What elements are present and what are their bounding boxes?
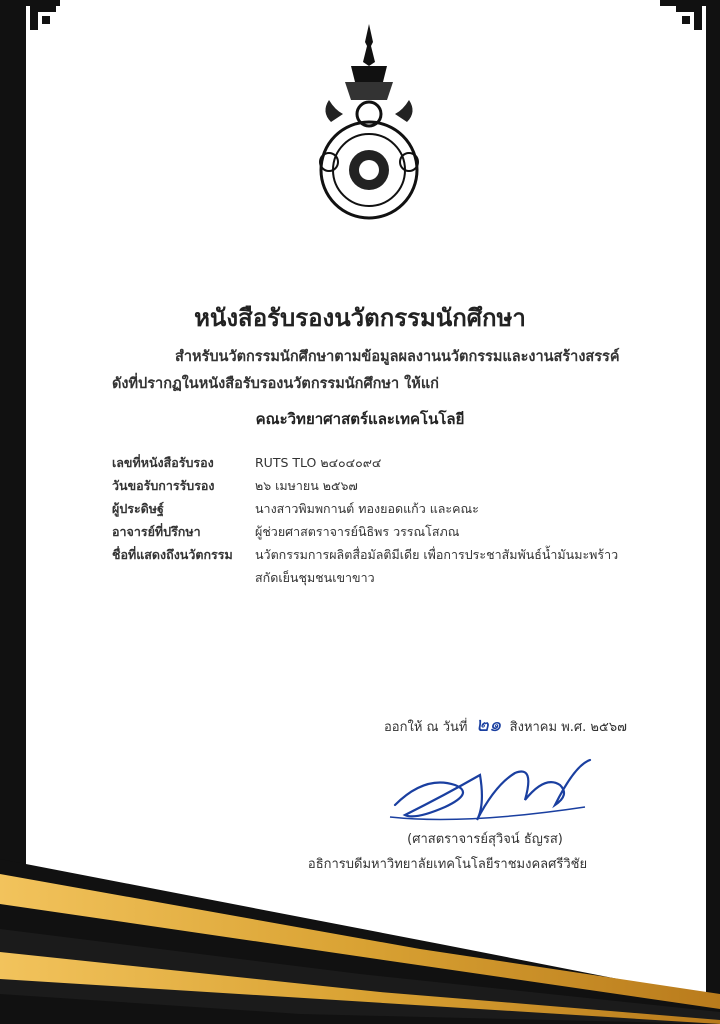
university-seal-logo <box>311 22 427 222</box>
intro-line-1: สำหรับนวัตกรรมนักศึกษาตามข้อมูลผลงานนวัตกรรมและงานสร้างสรรค์ <box>175 349 620 365</box>
field-value: ๒๖ เมษายน ๒๕๖๗ <box>255 478 358 493</box>
intro-line-2: ดังที่ปรากฏในหนังสือรับรองนวัตกรรมนักศึกษา ให้แก่ <box>112 376 439 392</box>
field-value: นางสาวพิมพกานต์ ทองยอดแก้ว และคณะ <box>255 501 479 516</box>
field-label: ชื่อที่แสดงถึงนวัตกรรม <box>112 547 233 562</box>
issued-prefix: ออกให้ ณ วันที่ <box>384 720 468 735</box>
field-label: อาจารย์ที่ปรึกษา <box>112 524 201 539</box>
recipient-name: คณะวิทยาศาสตร์และเทคโนโลยี <box>255 410 465 428</box>
field-value: RUTS TLO ๒๔๐๔๐๙๔ <box>255 455 382 470</box>
field-value-continued: สกัดเย็นชุมชนเขาขาว <box>255 570 375 585</box>
issued-day: ๒๑ <box>475 712 502 736</box>
certificate-title: หนังสือรับรองนวัตกรรมนักศึกษา <box>194 304 526 332</box>
issued-date <box>384 708 627 740</box>
issued-suffix: สิงหาคม พ.ศ. ๒๕๖๗ <box>509 720 627 735</box>
field-label: เลขที่หนังสือรับรอง <box>112 455 214 470</box>
corner-ornament-icon <box>674 2 704 32</box>
signer-name: (ศาสตราจารย์สุวิจน์ ธัญรส) <box>407 832 563 847</box>
signer-position: อธิการบดีมหาวิทยาลัยเทคโนโลยีราชมงคลศรีวิชัย <box>307 857 588 872</box>
field-label: วันขอรับการรับรอง <box>112 478 215 493</box>
field-value: นวัตกรรมการผลิตสื่อมัลติมีเดีย เพื่อการประชาสัมพันธ์น้ำมันมะพร้าว <box>255 547 619 562</box>
corner-ornament-icon <box>28 2 58 32</box>
handwritten-signature <box>385 745 605 835</box>
field-value: ผู้ช่วยศาสตราจารย์นิธิพร วรรณโสภณ <box>255 524 460 539</box>
field-label: ผู้ประดิษฐ์ <box>112 501 164 516</box>
